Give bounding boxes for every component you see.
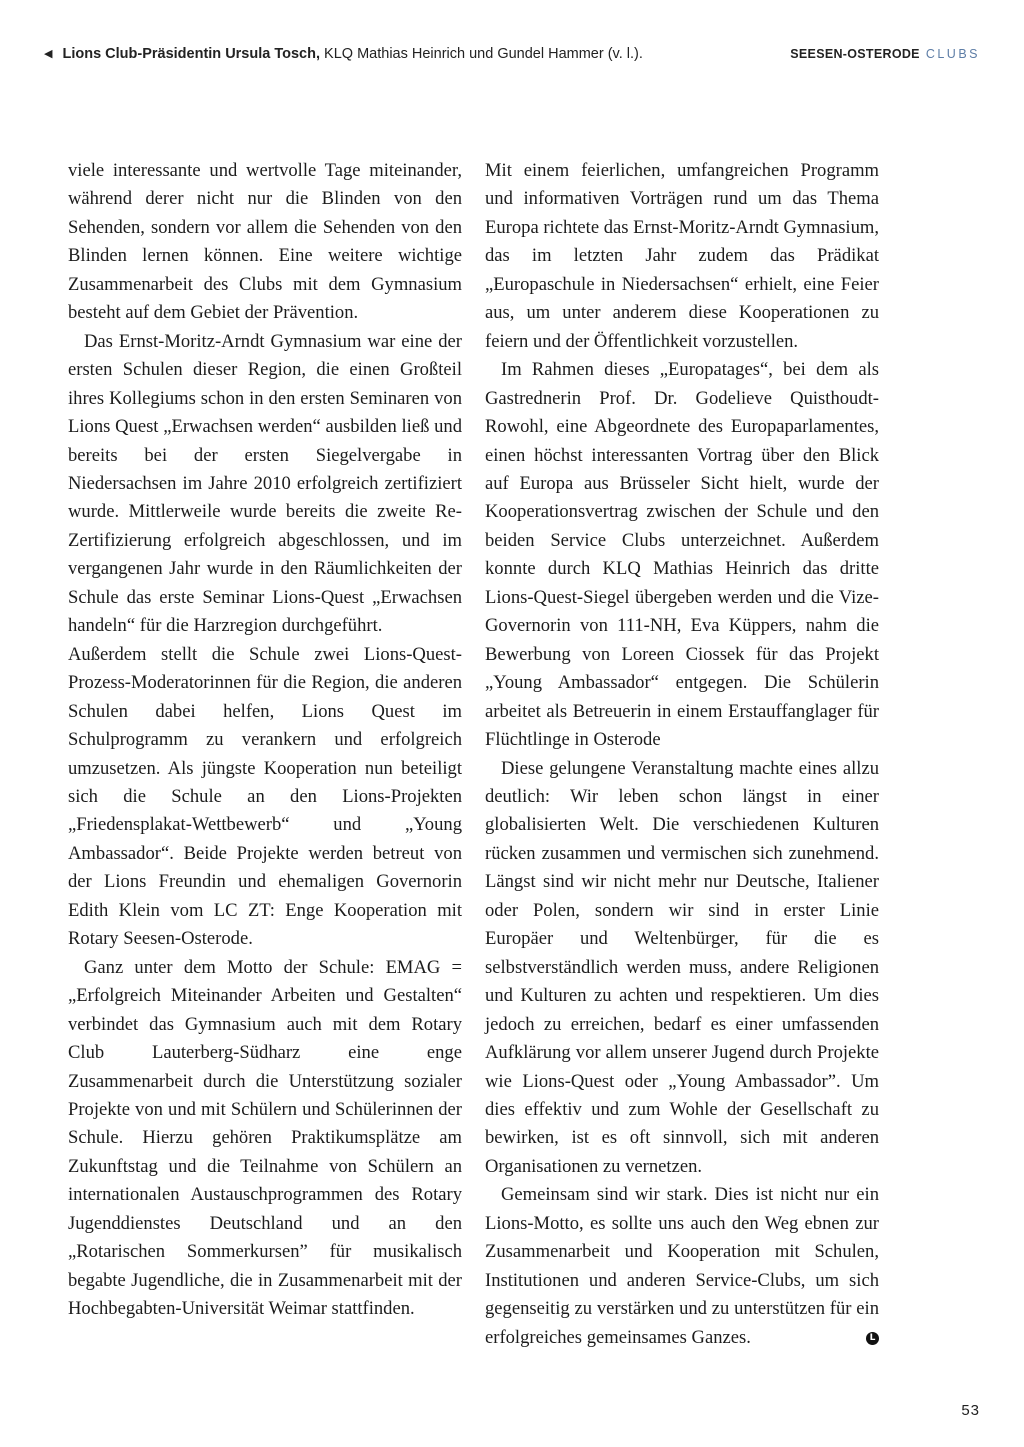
- paragraph: Das Ernst-Moritz-Arndt Gymnasium war eine der ersten Schulen dieser Region, die einen Großteil ihres Kollegiums schon in den ersten Seminaren von Lions Quest „Erwachsen werden“ ausbilden ließ und bereits bei der ersten Siegelvergabe in Niedersachsen im Jahre 2010 erfolgreich zertifiziert wurde. Mittlerweile wurde bereits die zweite Re-Zertifizierung erfolgreich abgeschlossen, und im vergangenen Jahr wurde in den Räumlichkeiten der Schule das erste Seminar Lions-Quest „Erwachsen handeln“ für die Harzregion durchgeführt.: [68, 330, 462, 637]
- photo-caption: [44, 46, 643, 62]
- paragraph: Ganz unter dem Motto der Schule: EMAG = „Erfolgreich Miteinander Arbeiten und Gestalten“ verbindet das Gymnasium auch mit dem Rotary Club Lauterberg-Südharz eine enge Zusammenarbeit durch die Unterstützung sozialer Projekte von und mit Schülern und Schülerinnen der Schule. Hierzu gehören Praktikumsplätze am Zukunftstag und die Teilnahme von Schülern an internationalen Austauschprogrammen des Rotary Jugenddienstes Deutschland und an den „Rotarischen Sommerkursen” für musikalisch begabte Jugendliche, die in Zusammenarbeit mit der Hochbegabten-Universität Weimar stattfinden.: [68, 956, 462, 1320]
- paragraph: Außerdem stellt die Schule zwei Lions-Quest-Prozess-Moderatorinnen für die Region, die anderen Schulen dabei helfen, Lions Quest im Schulprogramm zu verankern und erfolgreich umzusetzen. Als jüngste Kooperation nun beteiligt sich die Schule an den Lions-Projekten „Friedensplakat-Wettbewerb“ und „Young Ambassador“. Beide Projekte werden betreut von der Lions Freundin und ehemaligen Governorin Edith Klein vom LC ZT: Enge Kooperation mit Rotary Seesen-Osterode.: [68, 643, 462, 950]
- left-column: [68, 157, 462, 1324]
- paragraph: Im Rahmen dieses „Europatages“, bei dem als Gastrednerin Prof. Dr. Godelieve Quisthoudt-Rowohl, eine Abgeordnete des Europaparlamentes, einen höchst interessanten Vortrag über den Blick auf Europa aus Brüsseler Sicht hielt, wurde der Kooperationsvertrag zwischen der Schule und den beiden Service Clubs unterzeichnet. Außerdem konnte durch KLQ Mathias Heinrich das dritte Lions-Quest-Siegel übergeben werden und die Vize-Governorin von 111-NH, Eva Küppers, nahm die Bewerbung von Loreen Ciossek für das Projekt „Young Ambassador“ entgegen. Die Schülerin arbeitet als Betreuerin in einem Erstauffanglager für Flüchtlinge in Osterode: [485, 359, 879, 751]
- caret-left-icon: ◀: [44, 48, 53, 60]
- section-label: SEESEN-OSTERODE: [790, 47, 920, 61]
- caption-bold: Lions Club-Präsidentin Ursula Tosch,: [62, 46, 321, 62]
- paragraph-last: [485, 1181, 879, 1352]
- category-label: CLUBS: [925, 47, 980, 61]
- lions-end-mark-icon: L: [866, 1332, 879, 1345]
- right-column: [485, 157, 879, 1352]
- paragraph: Diese gelungene Veranstaltung machte eines allzu deutlich: Wir leben schon längst in einer globalisierten Welt. Die verschiedenen Kulturen rücken zusammen und vermischen sich zunehmend. Längst sind wir nicht mehr nur Deutsche, Italiener oder Polen, sondern wir sind in erster Linie Europäer und Weltenbürger, für die es selbstverständlich werden muss, andere Religionen und Kulturen zu achten und respektieren. Um dies jedoch zu erreichen, bedarf es einer umfassenden Aufklärung vor allem unserer Jugend durch Projekte wie Lions-Quest oder „Young Ambassador”. Um dies effektiv und zum Wohle der Gesellschaft zu bewirken, ist es oft sinnvoll, sich mit anderen Organisationen zu vernetzen.: [485, 757, 879, 1177]
- page-number: 53: [961, 1402, 980, 1419]
- paragraph: viele interessante und wertvolle Tage miteinander, während derer nicht nur die Blinden von den Sehenden, sondern vor allem die Sehenden von den Blinden lernen können. Eine weitere wichtige Zusammenarbeit des Clubs mit dem Gymnasium besteht auf dem Gebiet der Prävention.: [68, 160, 462, 324]
- running-head: [790, 47, 980, 61]
- caption-rest: KLQ Mathias Heinrich und Gundel Hammer (v. l.).: [324, 46, 643, 62]
- paragraph: Mit einem feierlichen, umfangreichen Programm und informativen Vorträgen rund um das Thema Europa richtete das Ernst-Moritz-Arndt Gymnasium, das im letzten Jahr zudem das Prädikat „Europaschule in Niedersachsen“ erhielt, eine Feier aus, um unter anderem diese Kooperationen zu feiern und der Öffentlichkeit vorzustellen.: [485, 160, 879, 352]
- paragraph-text: Gemeinsam sind wir stark. Dies ist nicht nur ein Lions-Motto, es sollte uns auch den Weg ebnen zur Zusammenarbeit und Kooperation mit Schulen, Institutionen und anderen Service-Clubs, um sich gegenseitig zu verstärken und zu unterstützen für ein erfolgreiches gemeinsames Ganzes.: [485, 1184, 879, 1348]
